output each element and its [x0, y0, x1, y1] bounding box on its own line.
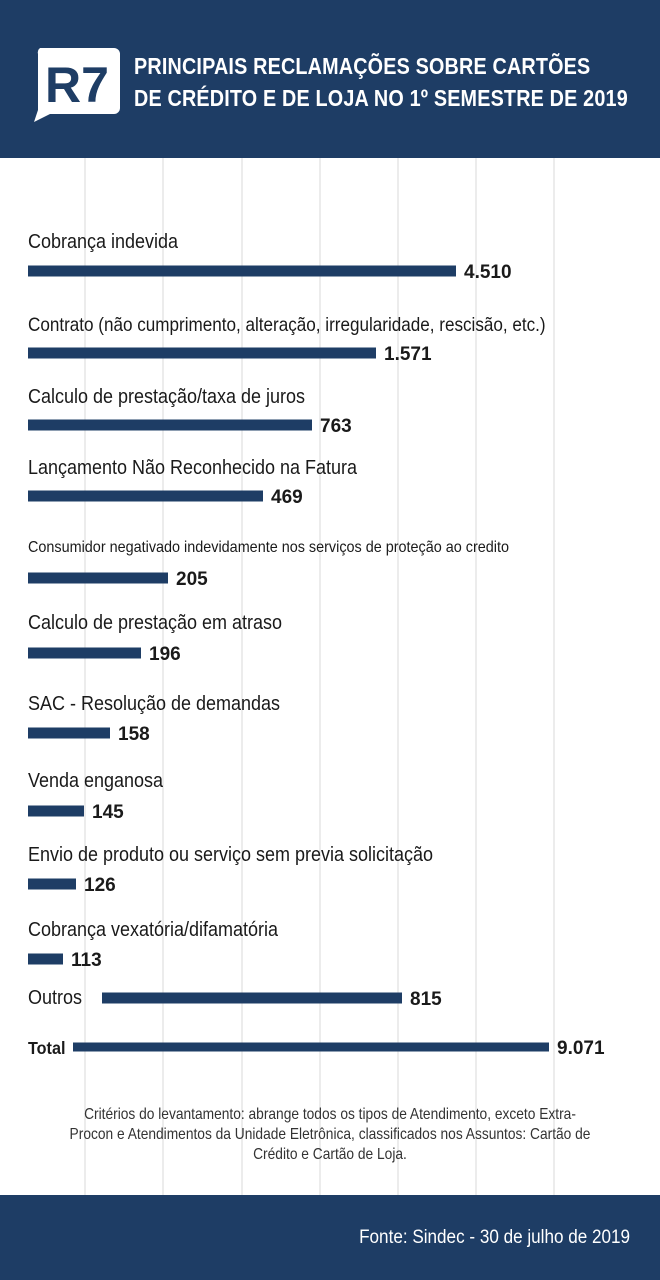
category-label: Venda enganosa: [28, 770, 164, 793]
bar: [28, 879, 76, 890]
bar: [102, 993, 402, 1004]
category-label: Calculo de prestação em atraso: [28, 612, 283, 635]
bar: [73, 1043, 549, 1052]
category-label: SAC - Resolução de demandas: [28, 693, 281, 716]
bar: [28, 728, 110, 739]
value-label: 469: [271, 487, 303, 508]
bar-chart: [0, 158, 660, 1195]
value-label: 4.510: [464, 262, 512, 283]
category-label: Consumidor negativado indevidamente nos serviços de proteção ao credito: [28, 538, 510, 557]
header-banner: [0, 0, 660, 158]
bar: [28, 420, 312, 431]
r7-logo: [32, 44, 122, 124]
bar: [28, 573, 168, 584]
value-label: 196: [149, 644, 181, 665]
category-label: Total: [28, 1038, 66, 1059]
bar: [28, 648, 141, 659]
value-label: 126: [84, 875, 116, 896]
value-label: 815: [410, 989, 442, 1010]
category-label: Cobrança vexatória/difamatória: [28, 919, 278, 942]
logo-text: R7: [45, 57, 109, 113]
footer-banner: [0, 1195, 660, 1280]
value-label: 113: [71, 950, 102, 971]
category-label: Outros: [28, 987, 82, 1010]
value-label: 763: [320, 416, 352, 437]
title-line-1: PRINCIPAIS RECLAMAÇÕES SOBRE CARTÕES: [134, 53, 591, 79]
bar: [28, 954, 63, 965]
page-title: [134, 50, 628, 114]
category-label: Contrato (não cumprimento, alteração, irregularidade, rescisão, etc.): [28, 314, 546, 336]
title-line-2: DE CRÉDITO E DE LOJA NO 1º SEMESTRE DE 2019: [134, 85, 628, 111]
value-label: 205: [176, 569, 208, 590]
criteria-note: Critérios do levantamento: abrange todos os tipos de Atendimento, exceto Extra-Procon e Atendimentos da Unidade Eletrônica, classificados nos Assuntos: Cartão de Crédito e Cartão de Loja.: [69, 1106, 591, 1163]
category-label: Calculo de prestação/taxa de juros: [28, 386, 306, 409]
value-label: 145: [92, 802, 124, 823]
bar: [28, 491, 263, 502]
value-label: 1.571: [384, 344, 432, 365]
category-label: Lançamento Não Reconhecido na Fatura: [28, 457, 358, 480]
bar: [28, 266, 456, 277]
bar: [28, 806, 84, 817]
source-label: Fonte: Sindec - 30 de julho de 2019: [359, 1227, 630, 1248]
category-label: Cobrança indevida: [28, 231, 179, 254]
value-label: 158: [118, 724, 150, 745]
category-label: Envio de produto ou serviço sem previa solicitação: [28, 844, 433, 867]
bar: [28, 348, 376, 359]
value-label: 9.071: [557, 1038, 605, 1059]
